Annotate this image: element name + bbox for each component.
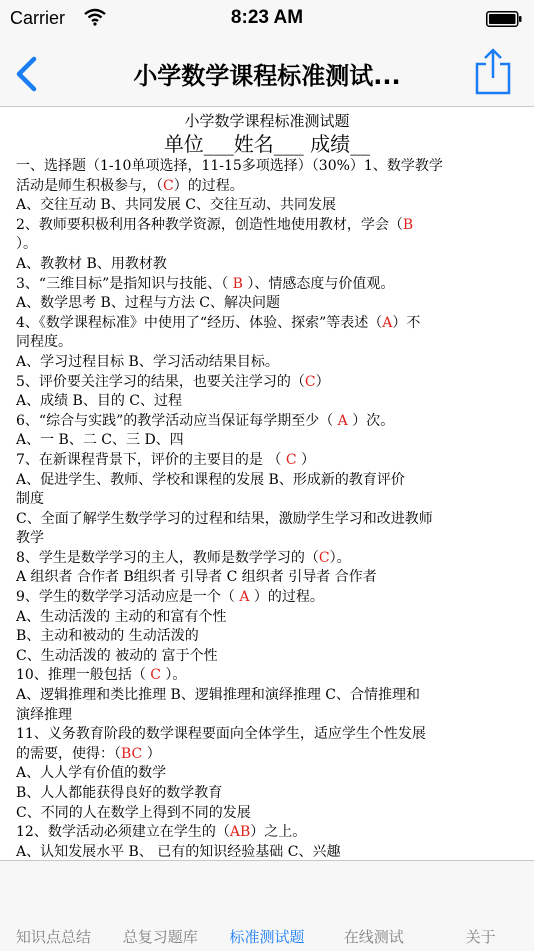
line-text: A、生动活泼的 主动的和富有个性 xyxy=(16,608,227,625)
answer-text: C xyxy=(285,451,297,468)
line-text: A、交往互动 B、共同发展 C、交往互动、共同发展 xyxy=(16,197,337,214)
page-title: 小学数学课程标准测试... xyxy=(133,62,401,90)
line-text: ）不 xyxy=(392,314,421,331)
line-text: 5、评价要关注学习的结果，也要关注学习的（ xyxy=(16,373,305,390)
line-text: A、逻辑推理和类比推理 B、逻辑推理和演绎推理 C、合情推理和 xyxy=(16,687,421,704)
line-text: A、教教材 B、用教材教 xyxy=(16,255,167,272)
tab-about[interactable] xyxy=(427,861,534,951)
share-icon[interactable] xyxy=(474,47,512,95)
tab-label: 知识点总结 xyxy=(15,928,91,946)
line-text: 4、《数学课程标准》中使用了“经历、体验、探索”等表述（ xyxy=(16,314,383,331)
document-line xyxy=(0,471,534,491)
document-line xyxy=(0,333,534,353)
document-line xyxy=(0,490,534,510)
line-text: A 组织者 合作者 B组织者 引导者 C 组织者 引导者 合作者 xyxy=(16,569,377,586)
answer-text: B xyxy=(402,216,414,233)
question-list xyxy=(0,157,534,882)
line-text: C、不同的人在数学上得到不同的发展 xyxy=(16,804,251,821)
line-text: 7、在新课程背景下，评价的主要目的是 （ xyxy=(16,451,286,468)
line-text: A、数学思考 B、过程与方法 C、解决问题 xyxy=(16,295,281,312)
tab-review-bank[interactable] xyxy=(107,861,214,951)
document-line xyxy=(0,627,534,647)
document-line xyxy=(0,764,534,784)
line-text: 9、学生的数学学习活动应是一个（ xyxy=(16,589,240,606)
document-line xyxy=(0,706,534,726)
line-text: ）。 xyxy=(160,667,187,684)
line-text: 演绎推理 xyxy=(16,706,72,723)
tab-label: 关于 xyxy=(465,928,496,946)
document-line xyxy=(0,177,534,197)
answer-text: A xyxy=(239,589,250,606)
status-time: 8:23 AM xyxy=(230,7,304,28)
document-line xyxy=(0,784,534,804)
line-text: ）之上。 xyxy=(250,824,307,841)
answer-text: B xyxy=(232,275,243,292)
tab-label: 总复习题库 xyxy=(122,928,198,946)
line-text: 10、推理一般包括（ xyxy=(16,667,151,684)
document-line xyxy=(0,608,534,628)
document-line xyxy=(0,666,534,686)
document-line xyxy=(0,529,534,549)
line-text: ）的过程。 xyxy=(249,589,324,606)
line-text: 教学 xyxy=(16,530,44,547)
line-text: ） xyxy=(296,451,315,468)
document-line xyxy=(0,275,534,295)
line-text: 制度 xyxy=(16,491,44,508)
document-line xyxy=(0,196,534,216)
tab-online-test[interactable] xyxy=(320,861,427,951)
document-line xyxy=(0,216,534,236)
line-text: 一、选择题（1-10单项选择，11-15多项选择）（30%）1、数学教学 xyxy=(16,158,443,174)
line-text: ）。 xyxy=(16,236,37,253)
document-line xyxy=(0,568,534,588)
document-line xyxy=(0,588,534,608)
navigation-bar xyxy=(0,40,534,107)
document-line xyxy=(0,823,534,843)
document-line xyxy=(0,431,534,451)
line-text: 8、学生是数学学习的主人，教师是数学学习的（ xyxy=(16,549,319,566)
answer-text: C xyxy=(318,549,330,566)
answer-text: C xyxy=(163,177,174,194)
line-text: ） xyxy=(142,745,161,762)
line-text: ） xyxy=(315,373,330,390)
document-line xyxy=(0,314,534,334)
line-text: ）次。 xyxy=(347,412,395,429)
line-text: B、主动和被动的 生动活泼的 xyxy=(16,628,199,645)
answer-text: A xyxy=(382,314,393,331)
document-line xyxy=(0,255,534,275)
document-line xyxy=(0,686,534,706)
answer-text: AB xyxy=(229,824,251,841)
line-text: 3、“三维目标”是指知识与技能、（ xyxy=(16,275,233,292)
line-text: 12、数学活动必须建立在学生的（ xyxy=(16,824,230,841)
document-line xyxy=(0,235,534,255)
line-text: A、学习过程目标 B、学习活动结果目标。 xyxy=(16,353,279,370)
line-text: A、一 B、二 C、三 D、四 xyxy=(16,432,184,449)
line-text: 6、“综合与实践”的教学活动应当保证每学期至少（ xyxy=(16,412,338,429)
document-line xyxy=(0,353,534,373)
document-line xyxy=(0,745,534,765)
document-line xyxy=(0,725,534,745)
line-text: 的需要，使得：（ xyxy=(16,745,121,762)
document-line xyxy=(0,510,534,530)
document-line xyxy=(0,549,534,569)
tab-bar xyxy=(0,860,534,951)
line-text: C、全面了解学生数学学习的过程和结果，激励学生学习和改进教师 xyxy=(16,510,433,527)
document-title: 小学数学课程标准测试题 xyxy=(184,112,350,130)
line-text: A、人人学有价值的数学 xyxy=(16,765,167,782)
line-text: 活动是师生积极参与，（ xyxy=(16,177,163,194)
tab-standard-test[interactable] xyxy=(214,861,321,951)
tab-label: 在线测试 xyxy=(343,928,404,946)
document-line xyxy=(0,804,534,824)
line-text: ）的过程。 xyxy=(173,177,244,194)
answer-text: C xyxy=(304,373,316,390)
document-line xyxy=(0,647,534,667)
line-text: A、认知发展水平 B、 已有的知识经验基础 C、兴趣 xyxy=(16,843,341,860)
tab-label: 标准测试题 xyxy=(229,928,305,946)
document-line xyxy=(0,412,534,432)
line-text: ）、情感态度与价值观。 xyxy=(242,275,395,292)
line-text: 2、教师要积极利用各种教学资源，创造性地使用教材，学会（ xyxy=(16,216,403,233)
status-bar xyxy=(0,0,534,40)
tab-knowledge-summary[interactable] xyxy=(0,861,107,951)
answer-text: BC xyxy=(121,745,143,762)
line-text: A、成绩 B、目的 C、过程 xyxy=(16,393,183,410)
document-line xyxy=(0,157,534,177)
document-subtitle: 单位___姓名___ 成绩__ xyxy=(163,132,371,156)
line-text: A、促进学生、教师、学校和课程的发展 B、形成新的教育评价 xyxy=(16,471,405,488)
document-line xyxy=(0,373,534,393)
line-text: C、生动活泼的 被动的 富于个性 xyxy=(16,647,218,664)
document-line xyxy=(0,294,534,314)
chevron-left-icon[interactable] xyxy=(12,56,40,92)
document-view[interactable] xyxy=(0,107,534,860)
line-text: B、人人都能获得良好的数学教育 xyxy=(16,785,223,801)
carrier-label: Carrier xyxy=(10,8,66,28)
line-text: 11、义务教育阶段的数学课程要面向全体学生，适应学生个性发展 xyxy=(16,726,426,743)
line-text: 同程度。 xyxy=(16,334,72,351)
answer-text: A xyxy=(337,412,348,429)
document-line xyxy=(0,392,534,412)
document-line xyxy=(0,451,534,471)
battery-icon xyxy=(486,11,522,27)
line-text: ）。 xyxy=(329,549,351,566)
answer-text: C xyxy=(150,667,161,684)
